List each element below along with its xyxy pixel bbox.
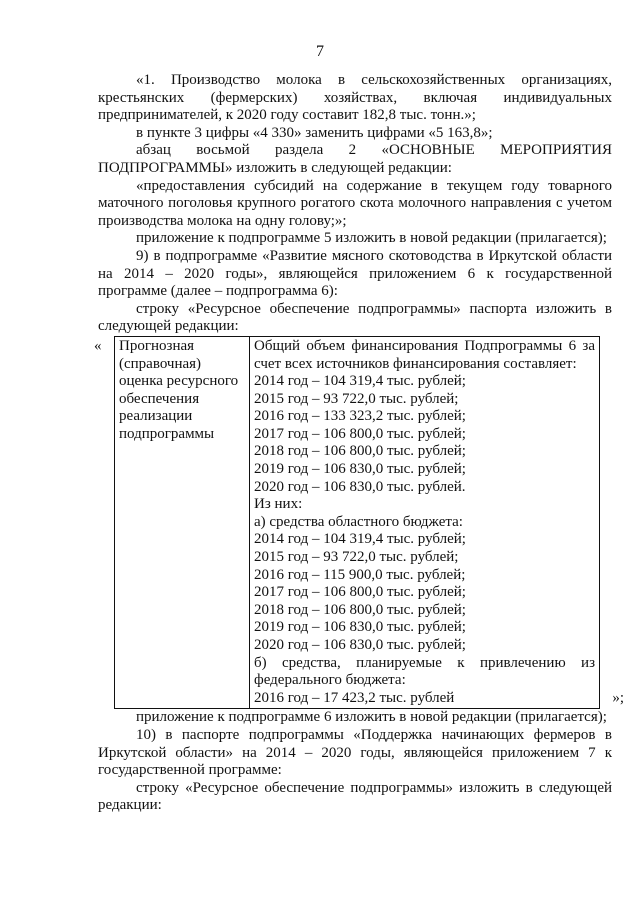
- paragraph: строку «Ресурсное обеспечение подпрограммы» изложить в следующей редакции:: [98, 779, 612, 814]
- regional-line: 2018 год – 106 800,0 тыс. рублей;: [254, 601, 466, 618]
- close-quote: »;: [612, 689, 624, 706]
- paragraph: в пункте 3 цифры «4 330» заменить цифрами «5 163,8»;: [136, 124, 493, 141]
- regional-budget-heading: а) средства областного бюджета:: [254, 513, 463, 530]
- paragraph: «предоставления субсидий на содержание в текущем году товарного маточного поголовья крупного рогатого скота молочного направления с учетом производства молока на одну голову;»;: [98, 177, 612, 229]
- regional-line: 2020 год – 106 830,0 тыс. рублей;: [254, 637, 466, 653]
- regional-line: 2016 год – 115 900,0 тыс. рублей;: [254, 566, 466, 583]
- document-body: [94, 72, 624, 815]
- paragraph: строку «Ресурсное обеспечение подпрограммы» паспорта изложить в следующей редакции:: [98, 300, 612, 335]
- total-line: 2015 год – 93 722,0 тыс. рублей;: [254, 390, 459, 407]
- total-line: 2016 год – 133 323,2 тыс. рублей;: [254, 408, 466, 425]
- regional-line: 2015 год – 93 722,0 тыс. рублей;: [254, 549, 459, 566]
- table-label-cell: Прогнозная (справочная) оценка ресурсного обеспечения реализации подпрограммы: [115, 336, 250, 708]
- open-quote: «: [94, 337, 102, 354]
- total-line: 2018 год – 106 800,0 тыс. рублей;: [254, 443, 466, 460]
- total-line: 2017 год – 106 800,0 тыс. рублей;: [254, 425, 466, 442]
- regional-line: 2014 год – 104 319,4 тыс. рублей;: [254, 531, 466, 548]
- total-line: 2020 год – 106 830,0 тыс. рублей.: [254, 478, 466, 495]
- federal-budget-heading: б) средства, планируемые к привлечению из федерального бюджета:: [254, 654, 595, 689]
- table-row: [115, 336, 600, 708]
- financing-intro: Общий объем финансирования Подпрограммы 6 за счет всех источников финансирования составляет:: [254, 337, 595, 372]
- resource-table: [114, 336, 600, 709]
- paragraph: 9) в подпрограмме «Развитие мясного скотоводства в Иркутской области на 2014 – 2020 годы», являющейся приложением 6 к государственной программе (далее – подпрограмма 6):: [98, 247, 612, 300]
- of-them-label: Из них:: [254, 496, 303, 513]
- paragraph: 10) в паспорте подпрограммы «Поддержка начинающих фермеров в Иркутской области» на 2014 – 2020 годы, являющейся приложением 7 к государственной программе:: [98, 726, 612, 779]
- total-line: 2019 год – 106 830,0 тыс. рублей;: [254, 461, 466, 478]
- paragraph: приложение к подпрограмме 5 изложить в новой редакции (прилагается);: [136, 230, 607, 247]
- total-line: 2014 год – 104 319,4 тыс. рублей;: [254, 373, 466, 390]
- resource-table-block: [94, 336, 624, 709]
- regional-line: 2017 год – 106 800,0 тыс. рублей;: [254, 584, 466, 601]
- table-value-cell: [250, 336, 600, 708]
- paragraph: приложение к подпрограмме 6 изложить в новой редакции (прилагается);: [136, 709, 607, 726]
- paragraph: абзац восьмой раздела 2 «ОСНОВНЫЕ МЕРОПРИЯТИЯ ПОДПРОГРАММЫ» изложить в следующей редакции:: [98, 142, 612, 176]
- page-number: 7: [316, 43, 324, 60]
- federal-line: 2016 год – 17 423,2 тыс. рублей: [254, 689, 455, 706]
- regional-line: 2019 год – 106 830,0 тыс. рублей;: [254, 619, 466, 636]
- paragraph: «1. Производство молока в сельскохозяйственных организациях, крестьянских (фермерских) хозяйствах, включая индивидуальных предпринимателей, к 2020 году составит 182,8 тыс. тонн.»;: [98, 72, 612, 124]
